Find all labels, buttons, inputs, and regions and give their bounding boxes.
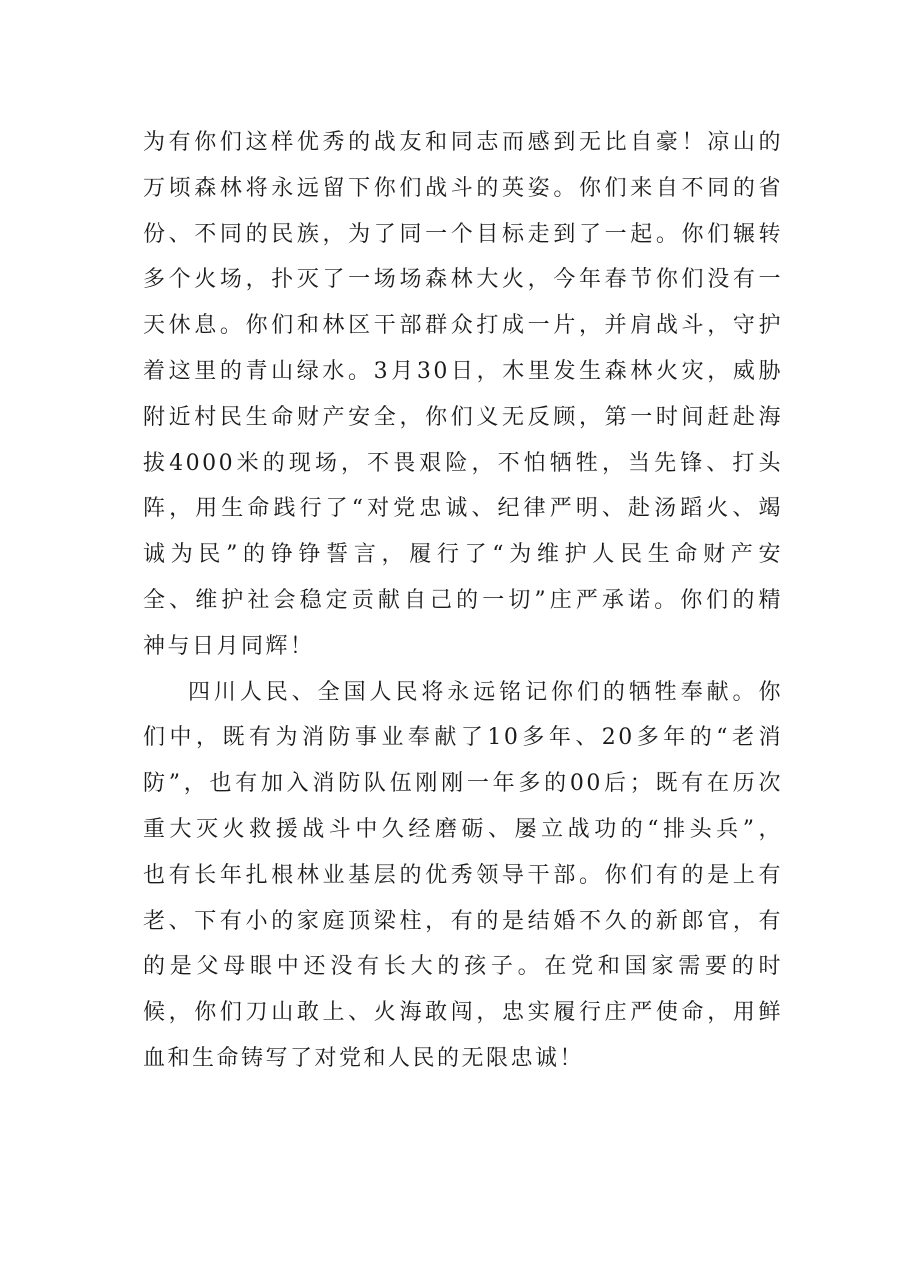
text-line: 拔4000米的现场，不畏艰险，不怕牺牲，当先锋、打头 (143, 450, 783, 476)
text-line: 候，你们刀山敢上、火海敢闯，忠实履行庄严使命，用鲜 (143, 1000, 783, 1026)
text-line: 老、下有小的家庭顶梁柱，有的是结婚不久的新郎官，有 (143, 908, 783, 934)
text-line: 为有你们这样优秀的战友和同志而感到无比自豪！凉山的 (143, 130, 783, 155)
text-line: 重大灭火救援战斗中久经磨砺、屡立战功的“排头兵”， (143, 816, 783, 842)
body-text (143, 120, 783, 1082)
text-line: 阵，用生命践行了“对党忠诚、纪律严明、赴汤蹈火、竭 (143, 496, 783, 522)
text-line: 多个火场，扑灭了一场场森林大火，今年春节你们没有一 (143, 267, 783, 293)
paragraph-2 (143, 670, 783, 1082)
text-line: 们中，既有为消防事业奉献了10多年、20多年的“老消 (143, 725, 783, 751)
text-line: 天休息。你们和林区干部群众打成一片，并肩战斗，守护 (143, 313, 783, 339)
text-line: 着这里的青山绿水。3月30日，木里发生森林火灾，威胁 (143, 358, 783, 384)
text-line: 血和生命铸写了对党和人民的无限忠诚！ (143, 1045, 585, 1071)
text-line: 的是父母眼中还没有长大的孩子。在党和国家需要的时 (143, 954, 783, 980)
text-line: 全、维护社会稳定贡献自己的一切”庄严承诺。你们的精 (143, 587, 783, 613)
text-line: 也有长年扎根林业基层的优秀领导干部。你们有的是上有 (143, 862, 783, 888)
paragraph-1 (143, 120, 783, 670)
text-line: 诚为民”的铮铮誓言，履行了“为维护人民生命财产安 (143, 542, 783, 568)
text-line: 万顷森林将永远留下你们战斗的英姿。你们来自不同的省 (143, 175, 783, 201)
text-line: 附近村民生命财产安全，你们义无反顾，第一时间赶赴海 (143, 404, 783, 430)
text-line: 神与日月同辉！ (143, 633, 315, 659)
text-line: 四川人民、全国人民将永远铭记你们的牺牲奉献。你 (188, 679, 783, 705)
text-line: 防”，也有加入消防队伍刚刚一年多的00后；既有在历次 (143, 771, 783, 797)
text-line: 份、不同的民族，为了同一个目标走到了一起。你们辗转 (143, 221, 783, 247)
